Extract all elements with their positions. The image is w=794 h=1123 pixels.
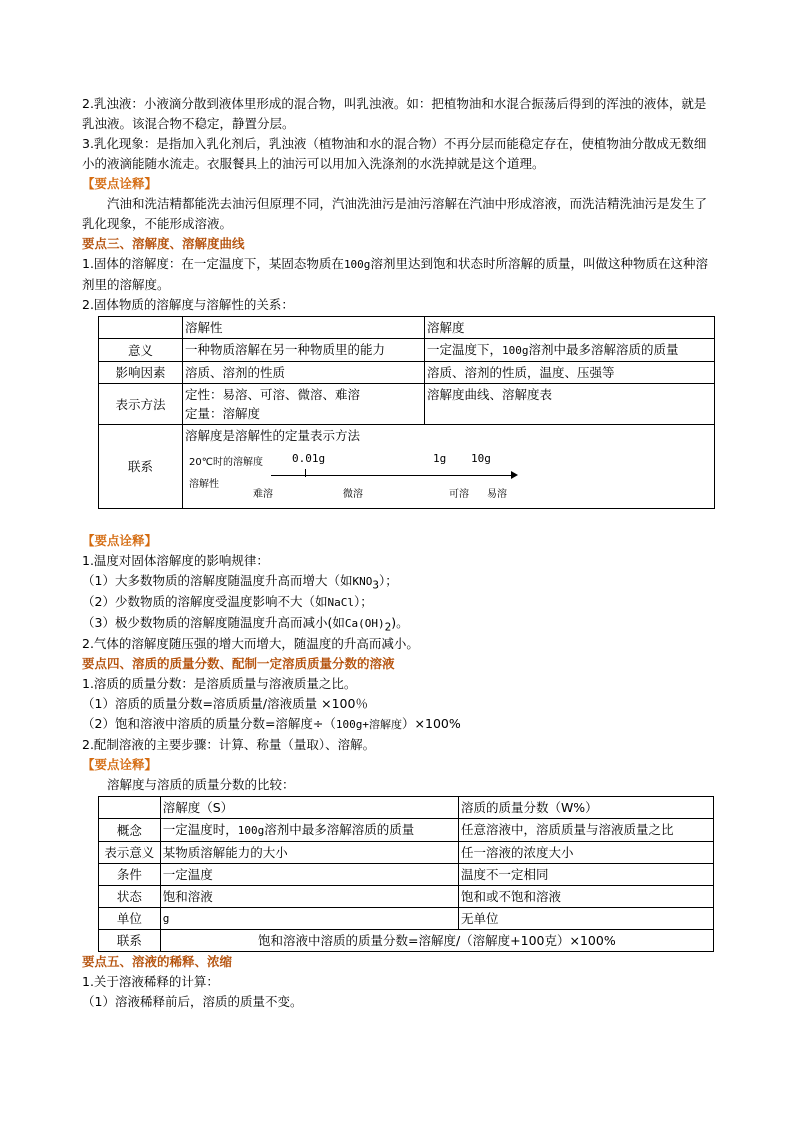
table-header-cell: 溶解性 xyxy=(183,317,425,339)
chemical-formula: Ca(OH) xyxy=(344,617,385,630)
spacer xyxy=(82,509,714,531)
table-row xyxy=(99,930,714,952)
table-row xyxy=(99,384,715,425)
subscript: 3 xyxy=(372,578,379,592)
table-row xyxy=(99,362,715,384)
table-cell xyxy=(183,425,715,509)
table-cell: g xyxy=(160,908,458,930)
text-segment: （2）少数物质的溶解度受温度影响不大（如 xyxy=(82,594,328,609)
preparation-steps: 2.配制溶液的主要步骤：计算、称量（量取）、溶解。 xyxy=(82,737,376,752)
scale-tick xyxy=(305,469,306,477)
solubility-relation-table xyxy=(98,316,715,509)
arrow-head-icon xyxy=(511,471,518,479)
tick-label: 1g xyxy=(433,452,447,465)
table-cell: 溶质、溶剂的性质 xyxy=(183,362,425,384)
row-label: 联系 xyxy=(99,425,183,509)
chemical-formula: NaCl xyxy=(327,596,354,609)
table-corner-cell xyxy=(99,317,183,339)
table-cell: 一种物质溶解在另一种物质里的能力 xyxy=(183,339,425,362)
row-label: 影响因素 xyxy=(99,362,183,384)
section-heading-5: 要点五、溶液的稀释、浓缩 xyxy=(82,954,233,969)
table-cell: 温度不一定相同 xyxy=(458,864,713,886)
number-segment: 100g xyxy=(343,258,371,271)
scale-axis xyxy=(271,475,513,476)
key-point-tag: 【要点诠释】 xyxy=(82,757,158,772)
text-segment: 1.固体的溶解度：在一定温度下，某固态物质在 xyxy=(82,256,344,271)
table-cell: 无单位 xyxy=(458,908,713,930)
text-segment: ）； xyxy=(353,594,373,609)
text-segment: 一定温度时， xyxy=(162,822,238,837)
table-row xyxy=(99,842,714,864)
scale-row-label: 20℃时的溶解度 xyxy=(189,457,263,468)
solubility-vs-fraction-table xyxy=(98,796,714,952)
dilution-rule: （1）溶液稀释前后，溶质的质量不变。 xyxy=(82,994,303,1009)
row-label: 单位 xyxy=(99,908,161,930)
link-text: 溶解度是溶解性的定量表示方法 xyxy=(185,428,361,443)
row-label: 表示意义 xyxy=(99,842,161,864)
text-segment: （3）极少数物质的溶解度随温度升高而减小(如 xyxy=(82,615,345,630)
key-point-note: 汽油和洗洁精都能洗去油污但原理不同，汽油洗油污是油污溶解在汽油中形成溶液，而洗洁精洗油污是发生了乳化现象，不能形成溶液。 xyxy=(82,196,708,231)
table-cell: 溶质、溶剂的性质，温度、压强等 xyxy=(425,362,715,384)
table-row xyxy=(99,908,714,930)
table-cell: 任一溶液的浓度大小 xyxy=(458,842,713,864)
category-label: 难溶 xyxy=(253,489,273,500)
text-segment: ）×100% xyxy=(402,716,461,731)
key-point-tag: 【要点诠释】 xyxy=(82,176,158,191)
number-segment: 100g xyxy=(502,344,529,357)
table-header-row xyxy=(99,317,715,339)
row-label: 表示方法 xyxy=(99,384,183,425)
text-segment: （1）大多数物质的溶解度随温度升高而增大（如 xyxy=(82,573,353,588)
document-content xyxy=(82,94,714,1012)
table-row xyxy=(99,425,715,509)
table-cell: 任意溶液中，溶质质量与溶液质量之比 xyxy=(458,819,713,842)
row-label: 条件 xyxy=(99,864,161,886)
relation-intro: 2.固体物质的溶解度与溶解性的关系： xyxy=(82,297,294,312)
table-header-cell: 溶解度（S） xyxy=(160,797,458,819)
table-corner-cell xyxy=(99,797,161,819)
section-heading-3: 要点三、溶解度、溶解度曲线 xyxy=(82,236,245,251)
row-label: 概念 xyxy=(99,819,161,842)
rule-item xyxy=(82,571,714,592)
table-row xyxy=(99,864,714,886)
category-label: 易溶 xyxy=(487,489,507,500)
table-row xyxy=(99,886,714,908)
tick-label: 0.01g xyxy=(292,452,326,465)
dilution-title: 1.关于溶液稀释的计算： xyxy=(82,974,219,989)
solubility-definition xyxy=(82,254,714,295)
table-cell: 某物质溶解能力的大小 xyxy=(160,842,458,864)
text-segment: （2）饱和溶液中溶质的质量分数=溶解度÷（ xyxy=(82,716,336,731)
scale-row-label: 溶解性 xyxy=(189,479,219,490)
rule-item xyxy=(82,592,714,613)
chemical-formula: KNO xyxy=(352,575,373,588)
formula-line: （1）溶质的质量分数=溶质质量/溶液质量 ×100％ xyxy=(82,696,368,711)
row-label: 意义 xyxy=(99,339,183,362)
number-segment: 100g xyxy=(237,824,265,837)
rule-item xyxy=(82,613,714,634)
key-point-tag: 【要点诠释】 xyxy=(82,533,158,548)
text-segment: 100g+溶解度 xyxy=(335,718,403,731)
table-header-cell: 溶质的质量分数（W%） xyxy=(458,797,713,819)
text-segment: 溶剂里达到饱和状态时所溶解的质量，叫做这种物质在这种溶剂里的溶解度。 xyxy=(82,256,708,292)
row-label: 状态 xyxy=(99,886,161,908)
text-segment: ）； xyxy=(378,573,398,588)
row-label: 联系 xyxy=(99,930,161,952)
table-row xyxy=(99,819,714,842)
text-line: 定量：溶解度 xyxy=(185,406,261,421)
table-cell xyxy=(183,384,425,425)
section-heading-4: 要点四、溶质的质量分数、配制一定溶质质量分数的溶液 xyxy=(82,656,395,671)
formula-line xyxy=(82,714,714,735)
emulsion-paragraph: 2.乳浊液：小液滴分散到液体里形成的混合物，叫乳浊液。如：把植物油和水混合振荡后得到的浑浊的液体，就是乳浊液。该混合物不稳定，静置分层。 xyxy=(82,96,707,131)
mass-fraction-definition: 1.溶质的质量分数：是溶质质量与溶液质量之比。 xyxy=(82,676,357,691)
temperature-rule: 1.温度对固体溶解度的影响规律： xyxy=(82,553,269,568)
text-line: 定性：易溶、可溶、微溶、难溶 xyxy=(185,387,361,402)
table-cell: 溶解度曲线、溶解度表 xyxy=(425,384,715,425)
text-segment: )。 xyxy=(391,615,409,630)
category-label: 可溶 xyxy=(449,489,469,500)
table-cell xyxy=(425,339,715,362)
table-cell xyxy=(160,819,458,842)
table-cell: 饱和或不饱和溶液 xyxy=(458,886,713,908)
text-segment: 溶剂中最多溶解溶质的质量 xyxy=(528,342,679,357)
table-cell: 饱和溶液中溶质的质量分数=溶解度/（溶解度+100克）×100% xyxy=(160,930,713,952)
table-row xyxy=(99,339,715,362)
gas-rule: 2.气体的溶解度随压强的增大而增大，随温度的升高而减小。 xyxy=(82,636,419,651)
emulsification-paragraph: 3.乳化现象：是指加入乳化剂后，乳浊液（植物油和水的混合物）不再分层而能稳定存在，使植物油分散成无数细小的液滴能随水流走。衣服餐具上的油污可以用加入洗涤剂的水洗掉就是这个道理。 xyxy=(82,136,707,171)
text-segment: 一定温度下， xyxy=(427,342,503,357)
table-cell: 一定温度 xyxy=(160,864,458,886)
table-header-row xyxy=(99,797,714,819)
subscript: 2 xyxy=(384,620,392,634)
tick-label: 10g xyxy=(471,452,491,465)
category-label: 微溶 xyxy=(343,489,363,500)
solubility-scale-diagram xyxy=(185,445,712,507)
table-cell: 饱和溶液 xyxy=(160,886,458,908)
comparison-intro: 溶解度与溶质的质量分数的比较： xyxy=(107,777,295,792)
text-segment: 溶剂中最多溶解溶质的质量 xyxy=(264,822,415,837)
table-header-cell: 溶解度 xyxy=(425,317,715,339)
